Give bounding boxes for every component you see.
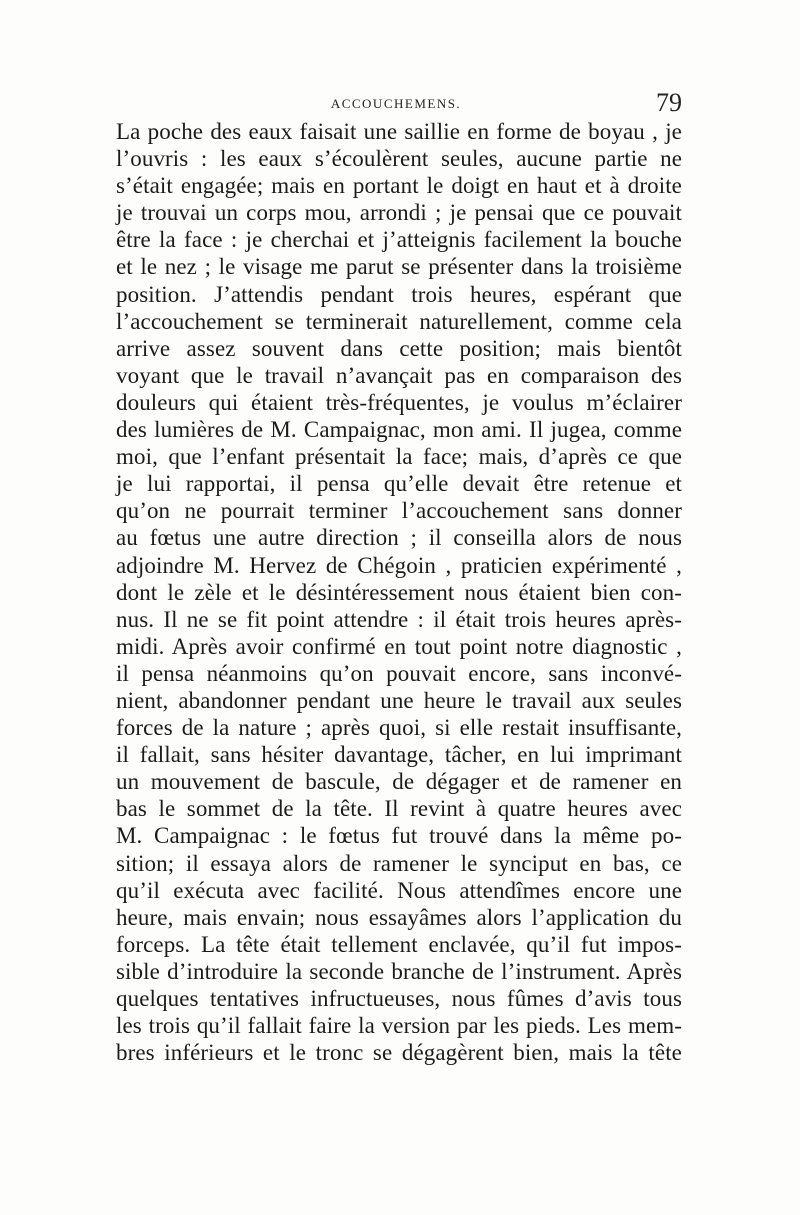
- text-line: l’ouvris : les eaux s’écoulèrent seules, aucune partie ne: [116, 146, 682, 172]
- text-line: je trouvai un corps mou, arrondi ; je pensai que ce pouvait: [116, 200, 682, 226]
- text-line: sible d’introduire la seconde branche de l’instrument. Après: [116, 958, 682, 984]
- text-line: qu’on ne pourrait terminer l’accouchement sans donner: [116, 498, 682, 524]
- page-number: 79: [656, 88, 682, 117]
- text-line: nus. Il ne se fit point attendre : il était trois heures après-: [116, 606, 682, 632]
- text-line: s’était engagée; mais en portant le doigt en haut et à droite: [116, 173, 682, 199]
- text-line: quelques tentatives infructueuses, nous fûmes d’avis tous: [116, 986, 682, 1011]
- text-line: des lumières de M. Campaignac, mon ami. Il jugea, comme: [116, 417, 682, 443]
- text-line: douleurs qui étaient très-fréquentes, je voulus m’éclairer: [116, 389, 682, 415]
- text-line: au fœtus une autre direction ; il conseilla alors de nous: [116, 525, 682, 551]
- running-title: ACCOUCHEMENS.: [330, 96, 462, 111]
- text-line: forceps. La tête était tellement enclavée, qu’il fut impos-: [116, 931, 682, 957]
- text-line: adjoindre M. Hervez de Chégoin , praticien expérimenté ,: [116, 552, 682, 578]
- text-line: un mouvement de bascule, de dégager et de ramener en: [116, 769, 682, 795]
- text-line: être la face : je cherchai et j’atteignis facilement la bouche: [116, 227, 682, 253]
- text-line: l’accouchement se terminerait naturellement, comme cela: [116, 308, 682, 334]
- text-line: dont le zèle et le désintéressement nous étaient bien con-: [116, 579, 682, 605]
- text-line: il fallait, sans hésiter davantage, tâcher, en lui imprimant: [116, 742, 682, 768]
- text-line: bres inférieurs et le tronc se dégagèrent bien, mais la tête: [116, 1040, 682, 1066]
- text-line: heure, mais envain; nous essayâmes alors l’application du: [116, 904, 682, 930]
- text-line: il pensa néanmoins qu’on pouvait encore, sans inconvé-: [116, 660, 682, 686]
- text-line: midi. Après avoir confirmé en tout point notre diagnostic ,: [116, 633, 682, 659]
- text-line: qu’il exécuta avec facilité. Nous attendîmes encore une: [116, 877, 682, 903]
- text-line: nient, abandonner pendant une heure le travail aux seules: [116, 687, 682, 713]
- text-line: moi, que l’enfant présentait la face; mais, d’après ce que: [116, 444, 682, 470]
- text-line: je lui rapportai, il pensa qu’elle devait être retenue et: [116, 471, 682, 497]
- text-line: forces de la nature ; après quoi, si elle restait insuffisante,: [116, 715, 682, 741]
- text-line: sition; il essaya alors de ramener le synciput en bas, ce: [116, 850, 682, 876]
- text-line: La poche des eaux faisait une saillie en forme de boyau , je: [116, 119, 682, 144]
- text-line: les trois qu’il fallait faire la version par les pieds. Les mem-: [116, 1013, 682, 1039]
- body-text: [116, 118, 682, 1066]
- text-line: voyant que le travail n’avançait pas en comparaison des: [116, 362, 682, 388]
- text-line: M. Campaignac : le fœtus fut trouvé dans la même po-: [116, 823, 682, 849]
- text-line: et le nez ; le visage me parut se présenter dans la troisième: [116, 254, 682, 280]
- text-line: position. J’attendis pendant trois heures, espérant que: [116, 281, 682, 307]
- text-line: bas le sommet de la tête. Il revint à quatre heures avec: [116, 796, 682, 822]
- text-line: arrive assez souvent dans cette position; mais bientôt: [116, 335, 682, 361]
